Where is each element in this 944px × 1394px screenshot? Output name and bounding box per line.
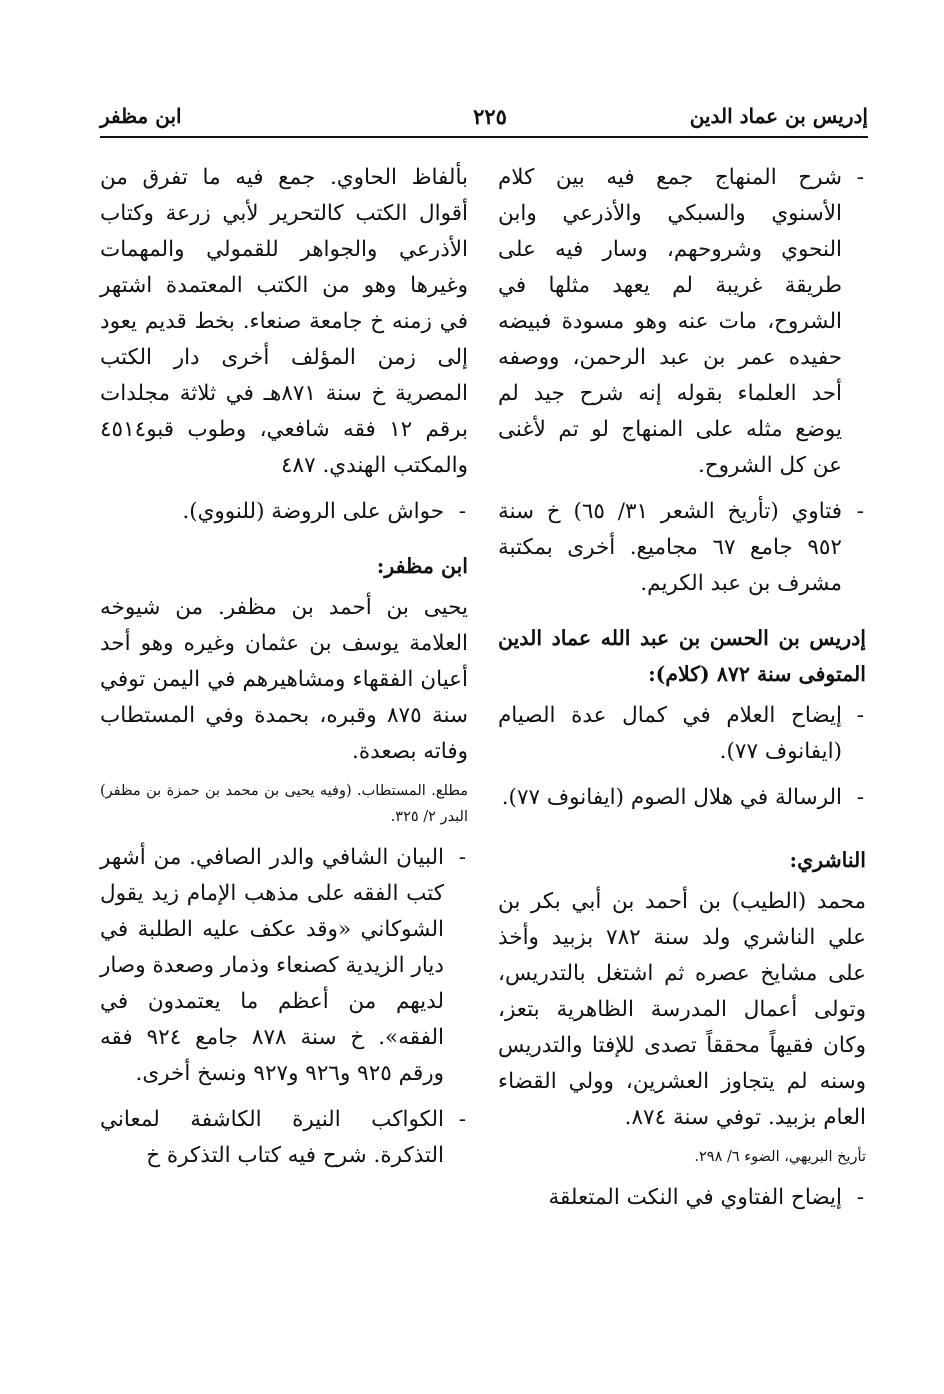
item-dash: - — [856, 1185, 864, 1210]
source-note: تأريخ البريهي، الضوء ٦/ ٢٩٨. — [694, 1149, 866, 1165]
source-note: مطلع. المستطاب. (وفيه يحيى بن محمد بن حمزة بن مظفر) البدر ٢/ ٣٢٥. — [100, 783, 468, 825]
continued-paragraph: بألفاظ الحاوي. جمع فيه ما تفرق من أقوال الكتب كالتحرير لأبي زرعة وكتاب الأذرعي والجواهر للقمولي والمهمات وغيرها وهو من الكتب المعتمدة اشتهر في زمنه خ جامعة صنعاء. بخط قديم يعود إلى زمن المؤلف أخرى دار الكتب المصرية خ سنة ٨٧١هـ في ثلاثة مجلدات برقم ١٢ فقه شافعي، وطوب قبو٤٥١٤ والمكتب الهندي. ٤٨٧ — [100, 165, 469, 478]
biography-paragraph: محمد (الطيب) بن أحمد بن أبي بكر بن علي الناشري ولد سنة ٧٨٢ بزبيد وأخذ على مشايخ عصره ثم اشتغل بالتدريس، وتولى أعمال المدرسة الظاهرية بتعز، وكان فقيهاً محققاً تصدى للإفتا والتدريس وسنه لم يتجاوز العشرين، وولي القضاء العام بزبيد. توفي سنة ٨٧٤. — [498, 889, 866, 1130]
item-dash: - — [856, 703, 864, 728]
item-text: شرح المنهاج جمع فيه بين كلام الأسنوي والسبكي والأذرعي وابن النحوي وشروحهم، وسار فيه على طريقة غريبة لم يعهد مثلها في الشروح، مات عنه وهو مسودة فبيضه حفيده عمر بن عبد الرحمن، ووصفه أحد العلماء بقوله إنه شرح جيد لم يوضع مثله على المنهاج لو تم لأغنى عن كل الشروح. — [498, 165, 842, 478]
item-text: فتاوي (تأريخ الشعر ٣١/ ٦٥) خ سنة ٩٥٢ جامع ٦٧ مجاميع. أخرى بمكتبة مشرف بن عبد الكريم. — [498, 499, 843, 596]
item-text: إيضاح العلام في كمال عدة الصيام (ايفانوف ٧٧). — [498, 703, 842, 764]
list-item — [100, 494, 468, 530]
list-item — [498, 494, 866, 602]
section-heading: الناشري: — [789, 848, 866, 872]
left-column — [100, 160, 468, 1174]
item-dash: - — [458, 845, 466, 870]
item-dash: - — [458, 499, 466, 524]
item-text: البيان الشافي والدر الصافي. من أشهر كتب الفقه على مذهب الإمام زيد يقول الشوكاني «وقد عكف عليه الطلبة في ديار الزيدية كصنعاء وذمار وصعدة وصار لديهم من أعظم ما يعتمدون في الفقه». خ سنة ٨٧٨ جامع ٩٢٤ فقه ورقم ٩٢٥ و٩٢٦ و٩٢٧ ونسخ أخرى. — [100, 845, 445, 1086]
item-dash: - — [856, 165, 864, 190]
section-heading: إدريس بن الحسن بن عبد الله عماد الدين المتوفى سنة ٨٧٢ (كلام): — [498, 626, 866, 686]
list-item — [498, 780, 866, 816]
item-text: إيضاح الفتاوي في النكت المتعلقة — [548, 1185, 842, 1210]
page-number: ٢٢٥ — [473, 104, 507, 129]
item-dash: - — [458, 1107, 466, 1132]
item-text: الرسالة في هلال الصوم (ايفانوف ٧٧). — [501, 785, 842, 810]
biography-paragraph: يحيى بن أحمد بن مظفر. من شيوخه العلامة يوسف بن عثمان وغيره وهو أحد أعيان الفقهاء ومشاهيرهم في اليمن توفي سنة ٨٧٥ وقبره، بحمدة وفي المستطاب وفاته بصعدة. — [100, 595, 468, 764]
list-item — [498, 160, 866, 484]
section-heading: ابن مظفر: — [376, 554, 468, 578]
item-text: الكواكب النيرة الكاشفة لمعاني التذكرة. شرح فيه كتاب التذكرة خ — [100, 1107, 444, 1168]
list-item — [498, 1180, 866, 1216]
header-right-title: إدريس بن عماد الدين — [689, 104, 868, 128]
item-dash: - — [856, 785, 864, 810]
list-item — [498, 698, 866, 770]
right-column — [498, 160, 866, 1216]
list-item — [100, 1102, 468, 1174]
header-left-title: ابن مظفر — [100, 104, 182, 128]
item-dash: - — [856, 499, 864, 524]
item-text: حواش على الروضة (للنووي). — [182, 499, 444, 524]
list-item — [100, 840, 468, 1092]
running-header — [100, 100, 868, 138]
